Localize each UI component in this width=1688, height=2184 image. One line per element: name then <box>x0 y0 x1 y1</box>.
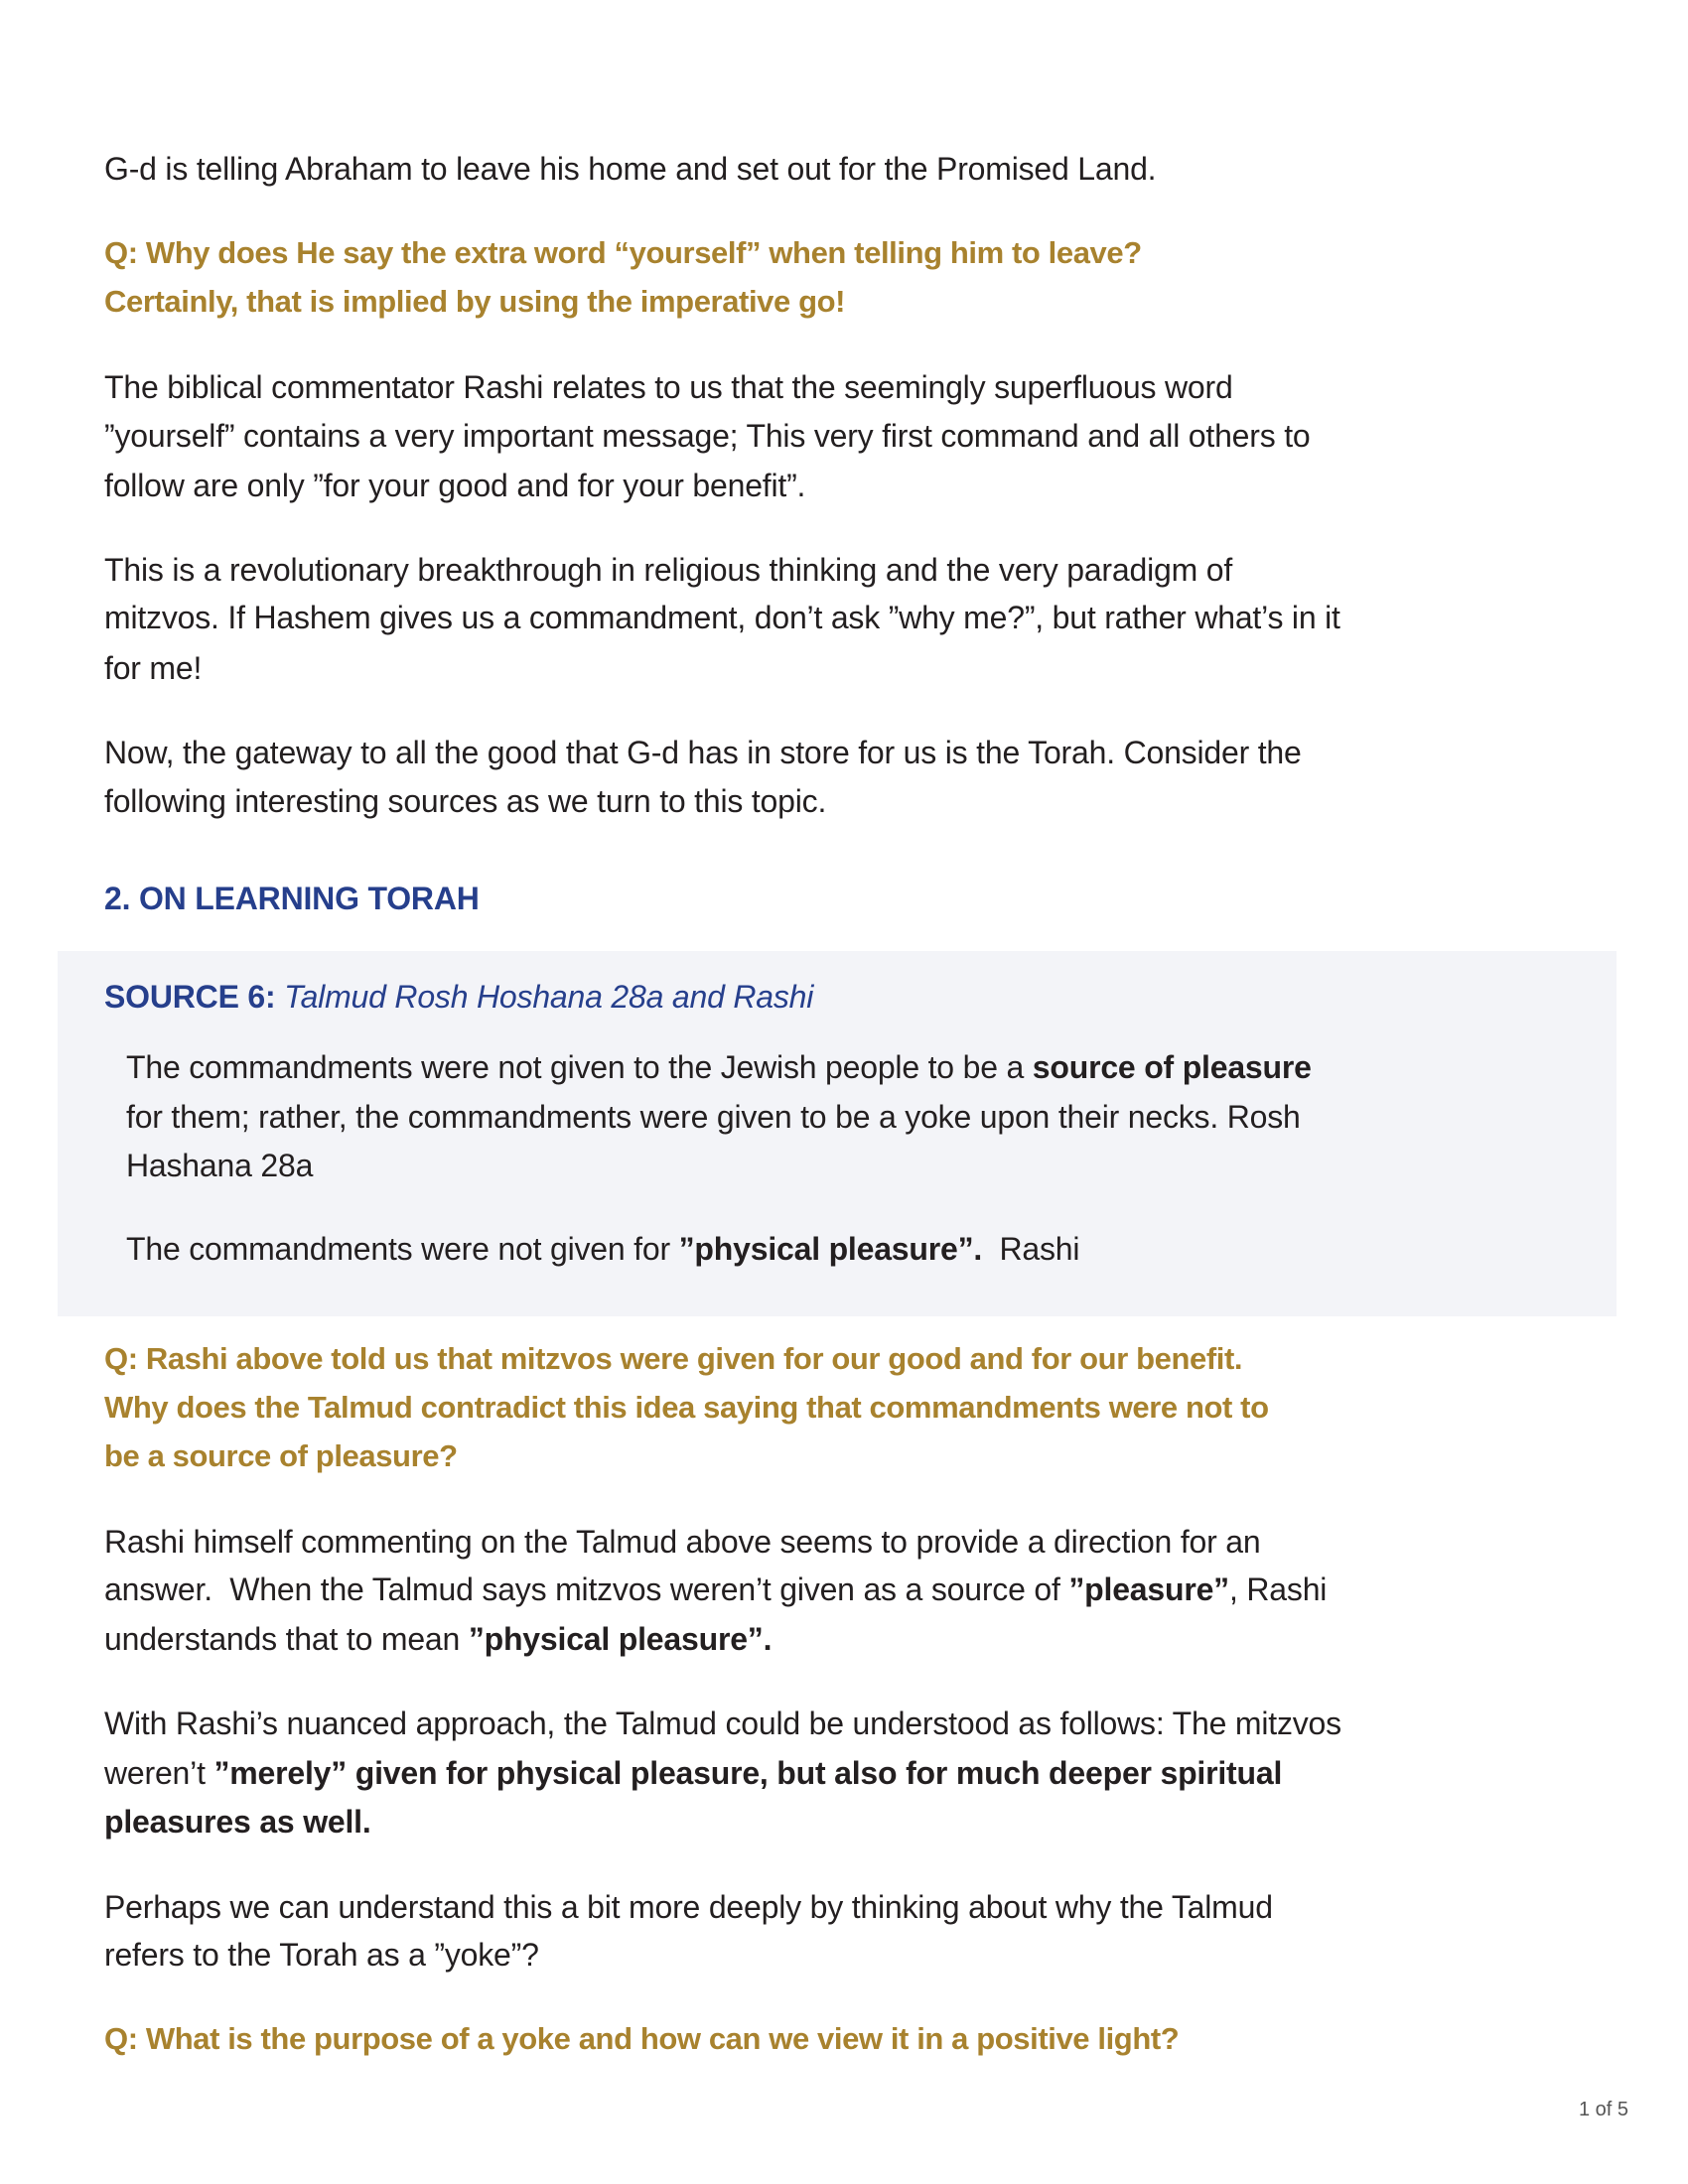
quote-line: Hashana 28a <box>126 1148 314 1183</box>
page-number: 1 of 5 <box>1579 2099 1629 2120</box>
paragraph-line: With Rashi’s nuanced approach, the Talmud could be understood as follows: The mitzvos <box>104 1706 1341 1741</box>
paragraph-line: Perhaps we can understand this a bit more deeply by thinking about why the Talmud <box>104 1889 1273 1925</box>
paragraph-line: mitzvos. If Hashem gives us a commandment, don’t ask ”why me?”, but rather what’s in it <box>104 600 1340 635</box>
quote-line: for them; rather, the commandments were given to be a yoke upon their necks. Rosh <box>126 1099 1301 1135</box>
paragraph-line <box>104 1570 1327 1609</box>
quote-text: The commandments were not given to the Jewish people to be a <box>126 1049 1033 1085</box>
paragraph-line <box>104 1753 1282 1793</box>
question-1-line: Certainly, that is implied by using the imperative go! <box>104 284 846 319</box>
paragraph-line: This is a revolutionary breakthrough in religious thinking and the very paradigm of <box>104 552 1233 588</box>
source-reference: Talmud Rosh Hoshana 28a and Rashi <box>284 979 814 1015</box>
paragraph-text: understands that to mean <box>104 1621 469 1657</box>
source-label: SOURCE 6: <box>104 979 276 1015</box>
question-2-line: Q: Rashi above told us that mitzvos were given for our good and for our benefit. <box>104 1341 1243 1376</box>
paragraph-bold-text: ”physical pleasure”. <box>468 1621 773 1657</box>
paragraph-line: The biblical commentator Rashi relates to us that the seemingly superfluous word <box>104 369 1233 405</box>
quote-line <box>126 1047 1312 1087</box>
quote-bold-text: ”physical pleasure”. <box>678 1231 983 1267</box>
paragraph-line: Rashi himself commenting on the Talmud above seems to provide a direction for an <box>104 1524 1261 1560</box>
paragraph-text: , Rashi <box>1229 1571 1328 1607</box>
paragraph-bold-text: ”pleasure” <box>1068 1571 1229 1607</box>
paragraph-line: refers to the Torah as a ”yoke”? <box>104 1937 539 1973</box>
section-heading: 2. ON LEARNING TORAH <box>104 881 480 916</box>
quote-text: The commandments were not given for <box>126 1231 679 1267</box>
paragraph-line: ”yourself” contains a very important message; This very first command and all others to <box>104 418 1311 454</box>
question-1-line: Q: Why does He say the extra word “yourself” when telling him to leave? <box>104 235 1142 270</box>
paragraph-line: follow are only ”for your good and for your benefit”. <box>104 468 806 503</box>
paragraph-line: for me! <box>104 650 203 686</box>
paragraph-line: Now, the gateway to all the good that G-d has in store for us is the Torah. Consider the <box>104 735 1302 770</box>
quote-bold-text: source of pleasure <box>1032 1049 1312 1085</box>
paragraph-bold-text: ”merely” given for physical pleasure, but also for much deeper spiritual <box>213 1755 1283 1791</box>
paragraph-line <box>104 1802 371 1842</box>
question-2-line: Why does the Talmud contradict this idea saying that commandments were not to <box>104 1390 1269 1425</box>
paragraph-text: answer. When the Talmud says mitzvos weren’t given as a source of <box>104 1571 1069 1607</box>
question-2-line: be a source of pleasure? <box>104 1438 458 1473</box>
paragraph-line: following interesting sources as we turn to this topic. <box>104 783 827 819</box>
source-header <box>104 977 813 1017</box>
question-3: Q: What is the purpose of a yoke and how can we view it in a positive light? <box>104 2021 1180 2056</box>
paragraph-text: weren’t <box>104 1755 214 1791</box>
intro-line: G-d is telling Abraham to leave his home and set out for the Promised Land. <box>104 151 1157 187</box>
source-quote-rashi <box>126 1229 1079 1269</box>
quote-attribution: Rashi <box>982 1231 1080 1267</box>
paragraph-line <box>104 1619 772 1659</box>
paragraph-bold-text: pleasures as well. <box>104 1804 371 1840</box>
